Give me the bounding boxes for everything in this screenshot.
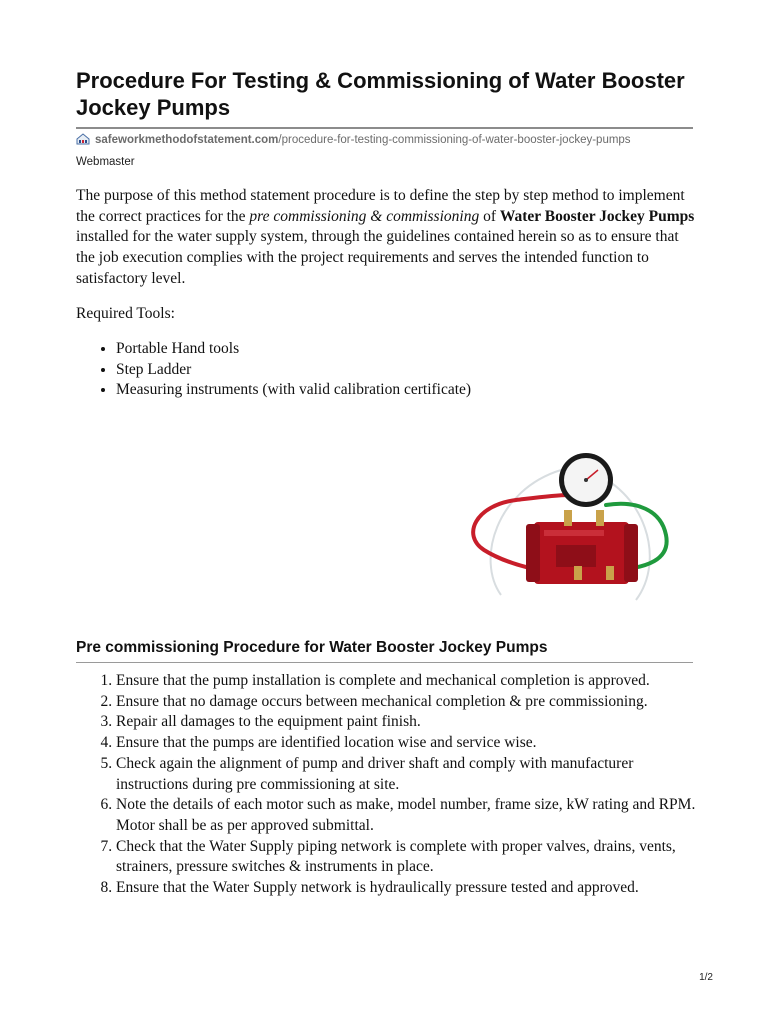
list-item: 6. Note the details of each motor such as make, model number, frame size, kW rating and RPM. Motor shall be as per approved submittal. bbox=[116, 795, 696, 836]
intro-bold: Water Booster Jockey Pumps bbox=[499, 207, 695, 225]
page-title: Procedure For Testing & Commissioning of Water Booster Jockey Pumps bbox=[76, 68, 685, 120]
section-divider bbox=[76, 662, 693, 663]
list-item: 1. Ensure that the pump installation is complete and mechanical completion is approved. bbox=[116, 671, 696, 692]
site-favicon-icon bbox=[76, 133, 90, 145]
section-heading: Pre commissioning Procedure for Water Booster Jockey Pumps bbox=[76, 639, 548, 656]
intro-text-3: installed for the water supply system, through the guidelines contained herein so as to ensure that the job execution complies with the project requirements and serves the intended function to satisfactory level. bbox=[76, 228, 679, 287]
source-domain[interactable]: safeworkmethodofstatement.com bbox=[95, 134, 279, 146]
title-divider bbox=[76, 127, 693, 129]
list-item: • Portable Hand tools bbox=[116, 339, 471, 360]
steps-list bbox=[76, 671, 696, 899]
list-item: • Step Ladder bbox=[116, 360, 471, 381]
list-item: 4. Ensure that the pumps are identified location wise and service wise. bbox=[116, 733, 696, 754]
tools-label: Required Tools: bbox=[76, 305, 175, 322]
intro-text-2: of bbox=[479, 207, 500, 225]
source-url[interactable] bbox=[76, 133, 693, 146]
list-item: • Measuring instruments (with valid calibration certificate) bbox=[116, 380, 471, 401]
page-number: 1/2 bbox=[699, 972, 713, 983]
source-path[interactable]: /procedure-for-testing-commissioning-of-water-booster-jockey-pumps bbox=[278, 134, 631, 146]
intro-italic: pre commissioning & commissioning bbox=[249, 207, 480, 225]
list-item: 3. Repair all damages to the equipment paint finish. bbox=[116, 712, 696, 733]
flow-meter-image bbox=[456, 450, 676, 620]
list-item: 2. Ensure that no damage occurs between mechanical completion & pre commissioning. bbox=[116, 692, 696, 713]
list-item: 8. Ensure that the Water Supply network is hydraulically pressure tested and approved. bbox=[116, 878, 696, 899]
intro-paragraph bbox=[76, 186, 696, 290]
list-item: 7. Check that the Water Supply piping network is complete with proper valves, drains, vents, strainers, pressure switches & instruments in place. bbox=[116, 837, 696, 878]
author: Webmaster bbox=[76, 156, 135, 168]
intro-text-1: The purpose of this method statement procedure is to define the step by step method to implement the correct practices for the bbox=[76, 187, 685, 225]
list-item: 5. Check again the alignment of pump and driver shaft and comply with manufacturer instructions during pre commissioning at site. bbox=[116, 754, 696, 795]
tools-list bbox=[76, 339, 471, 401]
